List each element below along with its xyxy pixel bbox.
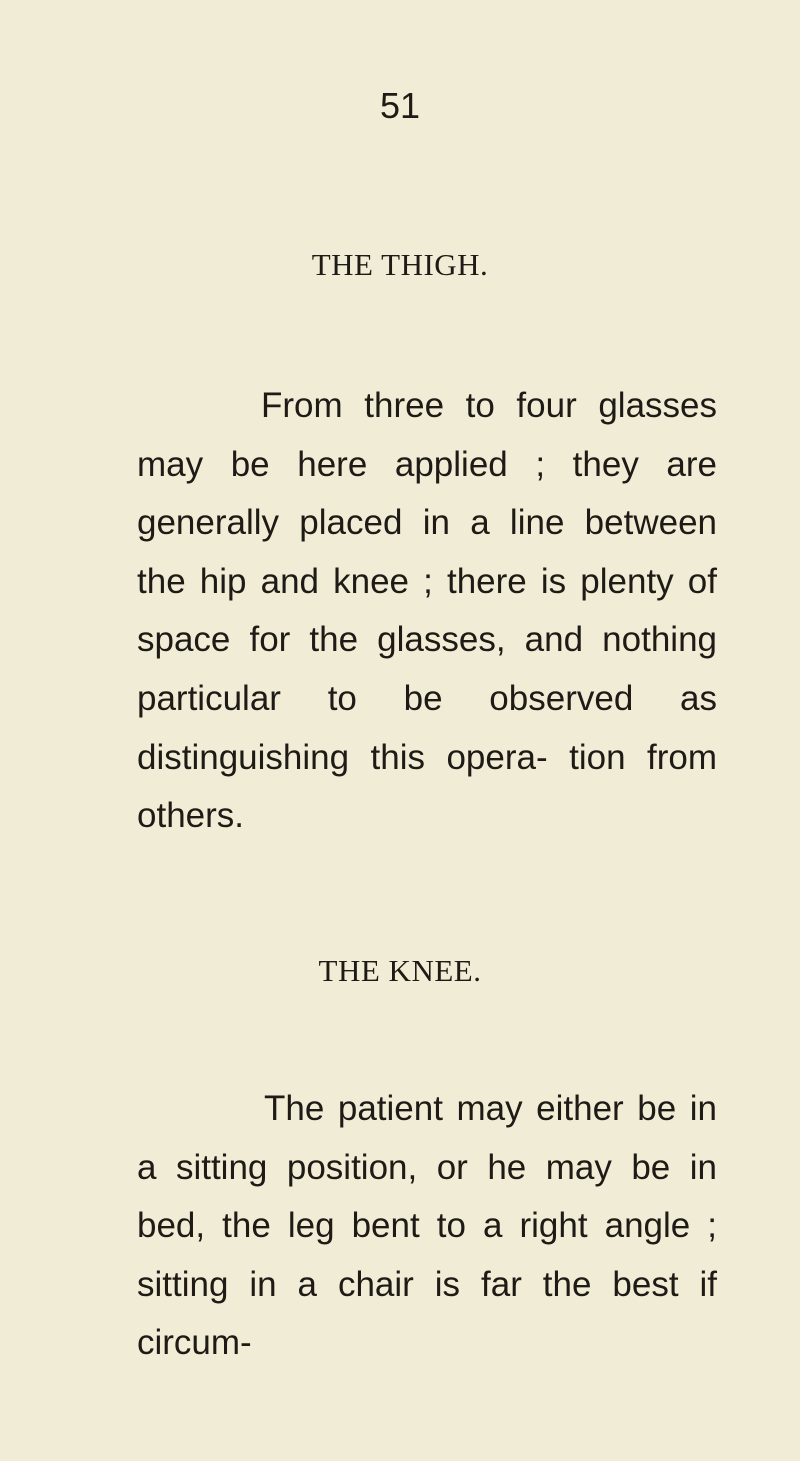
section-heading-thigh: THE THIGH. xyxy=(311,247,489,282)
section-paragraph-knee: The patient may either be in a sitting position, or he may be in bed, the leg bent to a right angle ; sitting in a chair is far the best if circum- xyxy=(137,1089,717,1363)
page-number: 51 xyxy=(379,85,421,126)
section-paragraph-thigh: From three to four glasses may be here applied ; they are generally placed in a line between the hip and knee ; there is plenty of space for the glasses, and nothing particular to be observed as distinguishing this opera- tion from others. xyxy=(137,386,717,836)
section-heading-knee: THE KNEE. xyxy=(318,953,482,988)
